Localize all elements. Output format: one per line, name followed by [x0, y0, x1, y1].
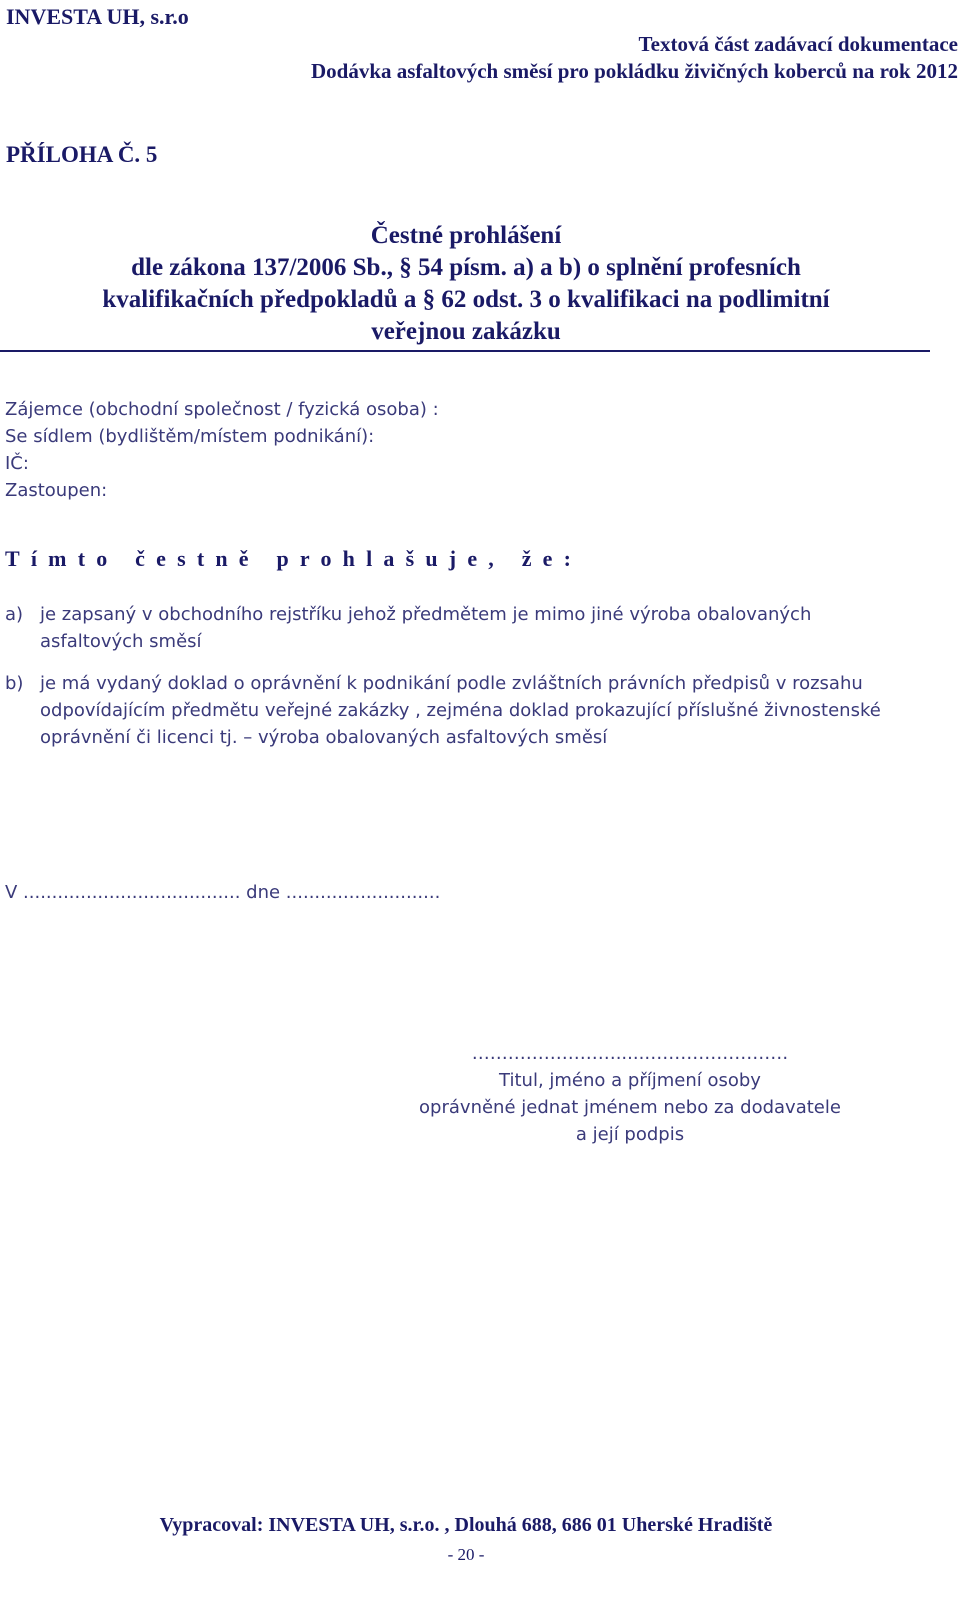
title-line-3: kvalifikačních předpokladů a § 62 odst. 3 o kvalifikaci na podlimitní [102, 286, 830, 313]
item-line: oprávnění či licenci tj. – výroba obalovaných asfaltových směsí [40, 727, 608, 748]
place-date-line: V ...................................... dne ........................... [5, 882, 441, 903]
item-label: a) [5, 604, 24, 625]
signature-line-2: oprávněné jednat jménem nebo za dodavatele [419, 1097, 841, 1118]
field-ic: IČ: [5, 453, 29, 474]
field-applicant: Zájemce (obchodní společnost / fyzická osoba) : [5, 399, 439, 420]
declaration-title [0, 220, 932, 348]
list-item [5, 670, 930, 751]
signature-dots: …………………….....…………………… [471, 1043, 789, 1064]
item-label: b) [5, 673, 24, 694]
field-seat: Se sídlem (bydlištěm/místem podnikání): [5, 426, 375, 447]
title-line-1: Čestné prohlášení [370, 222, 562, 249]
title-line-2: dle zákona 137/2006 Sb., § 54 písm. a) a b) o splnění profesních [131, 254, 801, 281]
signature-line-3: a její podpis [575, 1124, 685, 1145]
applicant-fields [5, 396, 439, 504]
page-number: - 20 - [447, 1545, 485, 1564]
annex-label: PŘÍLOHA Č. 5 [6, 142, 158, 167]
title-divider [0, 350, 930, 352]
field-represented: Zastoupen: [5, 480, 108, 501]
declaration-heading: Tímto čestně prohlašuje, že: [5, 546, 583, 571]
list-item [5, 601, 930, 655]
item-line: asfaltových směsí [40, 631, 202, 652]
item-line: je má vydaný doklad o oprávnění k podnikání podle zvláštních právních předpisů v rozsahu [40, 673, 863, 694]
document-subject: Dodávka asfaltových směsí pro pokládku živičných koberců na rok 2012 [310, 59, 958, 83]
signature-block [380, 1040, 880, 1148]
item-text [40, 670, 881, 751]
title-line-4: veřejnou zakázku [371, 318, 561, 345]
signature-line-1: Titul, jméno a příjmení osoby [499, 1070, 761, 1091]
document-type: Textová část zadávací dokumentace [638, 32, 958, 56]
item-line: odpovídajícím předmětu veřejné zakázky , zejména doklad prokazující příslušné živnostenské [40, 700, 881, 721]
company-name: INVESTA UH, s.r.o [6, 4, 189, 29]
item-line: je zapsaný v obchodního rejstříku jehož předmětem je mimo jiné výroba obalovaných [40, 604, 812, 625]
footer-prepared-by: Vypracoval: INVESTA UH, s.r.o. , Dlouhá 688, 686 01 Uherské Hradiště [159, 1514, 773, 1536]
item-text [40, 601, 811, 655]
